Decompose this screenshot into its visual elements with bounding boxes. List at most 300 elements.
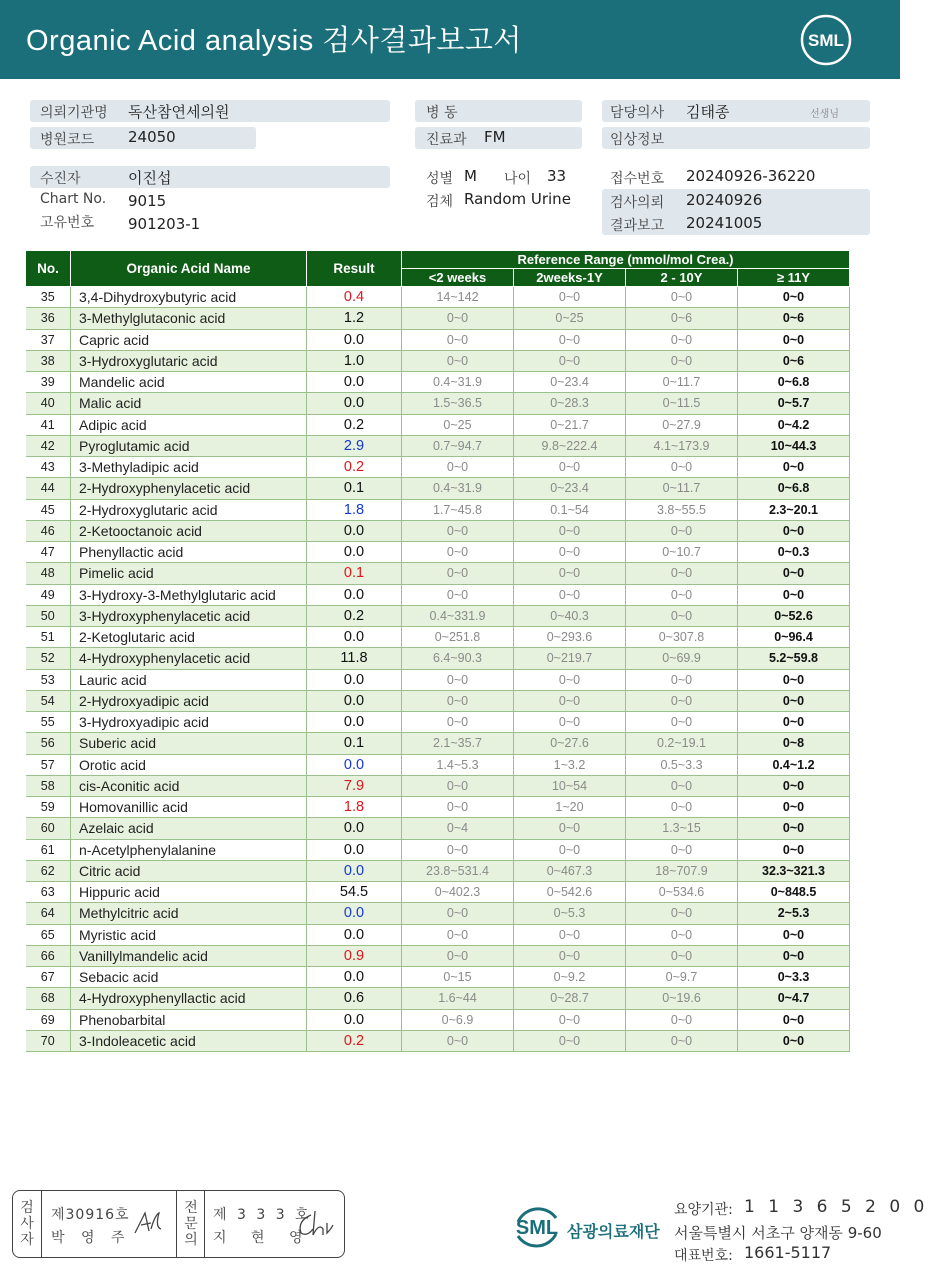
ref-lt2weeks: 23.8~531.4 <box>402 860 514 881</box>
ref-2weeks-1y: 0~23.4 <box>514 372 626 393</box>
acid-name: Pyroglutamic acid <box>71 435 307 456</box>
row-number: 69 <box>26 1009 71 1030</box>
table-row <box>26 882 850 903</box>
ref-lt2weeks: 0~4 <box>402 818 514 839</box>
ref-2-10y: 0~0 <box>626 690 738 711</box>
ref-lt2weeks: 6.4~90.3 <box>402 648 514 669</box>
ref-2weeks-1y: 1~3.2 <box>514 754 626 775</box>
report-title: Organic Acid analysis 검사결과보고서 <box>26 25 522 57</box>
patient-value: 이진섭 <box>128 169 172 187</box>
ref-lt2weeks: 0.4~331.9 <box>402 605 514 626</box>
ref-2-10y: 0~0 <box>626 457 738 478</box>
ref-ge11y: 0~0 <box>738 520 850 541</box>
ward-label: 병 동 <box>426 105 458 121</box>
acid-name: Orotic acid <box>71 754 307 775</box>
result-value: 0.6 <box>307 988 402 1009</box>
result-value: 0.0 <box>307 690 402 711</box>
ref-ge11y: 0~0 <box>738 945 850 966</box>
acid-name: Capric acid <box>71 329 307 350</box>
row-number: 54 <box>26 690 71 711</box>
ref-ge11y: 0~0.3 <box>738 542 850 563</box>
ref-2-10y: 0~0 <box>626 350 738 371</box>
ref-lt2weeks: 1.5~36.5 <box>402 393 514 414</box>
ref-lt2weeks: 1.4~5.3 <box>402 754 514 775</box>
ref-ge11y: 0~0 <box>738 584 850 605</box>
table-row <box>26 542 850 563</box>
ref-ge11y: 0~0 <box>738 329 850 350</box>
doctor-label: 담당의사 <box>610 105 665 121</box>
report-header <box>0 0 900 79</box>
ref-ge11y: 0~4.7 <box>738 988 850 1009</box>
ref-ge11y: 0~0 <box>738 669 850 690</box>
row-number: 57 <box>26 754 71 775</box>
svg-text:SML: SML <box>515 1217 559 1239</box>
ref-2weeks-1y: 0~27.6 <box>514 733 626 754</box>
receipt-label: 접수번호 <box>610 171 665 187</box>
sml-logo-text: SML <box>808 31 844 50</box>
ref-ge11y: 0~6.8 <box>738 372 850 393</box>
acid-name: Hippuric acid <box>71 882 307 903</box>
ref-2-10y: 0~0 <box>626 287 738 308</box>
ref-lt2weeks: 0~0 <box>402 542 514 563</box>
table-row <box>26 1030 850 1051</box>
result-value: 0.0 <box>307 712 402 733</box>
result-value: 0.2 <box>307 414 402 435</box>
ref-2-10y: 4.1~173.9 <box>626 435 738 456</box>
row-number: 41 <box>26 414 71 435</box>
ref-2weeks-1y: 0~467.3 <box>514 860 626 881</box>
ref-lt2weeks: 0~0 <box>402 350 514 371</box>
ref-ge11y: 5.2~59.8 <box>738 648 850 669</box>
row-number: 43 <box>26 457 71 478</box>
acid-name: cis-Aconitic acid <box>71 775 307 796</box>
dept-value: FM <box>484 128 506 146</box>
ref-2weeks-1y: 0~0 <box>514 945 626 966</box>
ref-lt2weeks: 0~0 <box>402 797 514 818</box>
table-row <box>26 520 850 541</box>
row-number: 40 <box>26 393 71 414</box>
header-2-10y: 2 - 10Y <box>626 269 738 287</box>
org-name: 삼광의료재단 <box>567 1222 660 1241</box>
org-phone-label: 대표번호: <box>674 1248 733 1264</box>
acid-name: 3-Indoleacetic acid <box>71 1030 307 1051</box>
sml-logo-icon <box>800 14 852 66</box>
row-number: 37 <box>26 329 71 350</box>
specialist-name: 지 현 영 <box>213 1230 313 1246</box>
result-value: 7.9 <box>307 775 402 796</box>
table-row <box>26 563 850 584</box>
table-row <box>26 967 850 988</box>
specialist-vertical-label: 전 문 의 <box>184 1200 198 1248</box>
ref-2weeks-1y: 0~0 <box>514 457 626 478</box>
table-row <box>26 733 850 754</box>
result-value: 0.2 <box>307 1030 402 1051</box>
acid-name: n-Acetylphenylalanine <box>71 839 307 860</box>
ref-lt2weeks: 1.6~44 <box>402 988 514 1009</box>
result-value: 11.8 <box>307 648 402 669</box>
ref-ge11y: 0~0 <box>738 839 850 860</box>
acid-name: Vanillylmandelic acid <box>71 945 307 966</box>
ref-2weeks-1y: 0~542.6 <box>514 882 626 903</box>
ref-lt2weeks: 0~0 <box>402 1030 514 1051</box>
result-value: 0.0 <box>307 393 402 414</box>
table-row <box>26 860 850 881</box>
ref-2-10y: 0~0 <box>626 669 738 690</box>
acid-name: 4-Hydroxyphenylacetic acid <box>71 648 307 669</box>
ref-ge11y: 0~8 <box>738 733 850 754</box>
ref-lt2weeks: 0~251.8 <box>402 627 514 648</box>
row-number: 66 <box>26 945 71 966</box>
header-ref-range: Reference Range (mmol/mol Crea.) <box>402 251 850 269</box>
ref-2weeks-1y: 0~23.4 <box>514 478 626 499</box>
ref-2weeks-1y: 0.1~54 <box>514 499 626 520</box>
ref-2-10y: 0~69.9 <box>626 648 738 669</box>
ref-2weeks-1y: 10~54 <box>514 775 626 796</box>
ref-2-10y: 1.3~15 <box>626 818 738 839</box>
ref-ge11y: 0~6.8 <box>738 478 850 499</box>
acid-name: 3-Methylglutaconic acid <box>71 308 307 329</box>
ref-lt2weeks: 0~0 <box>402 669 514 690</box>
ref-lt2weeks: 0.4~31.9 <box>402 372 514 393</box>
org-code-label: 요양기관: <box>674 1202 733 1218</box>
ref-ge11y: 0~0 <box>738 924 850 945</box>
ref-ge11y: 0~4.2 <box>738 414 850 435</box>
result-value: 0.2 <box>307 457 402 478</box>
ref-2weeks-1y: 0~28.7 <box>514 988 626 1009</box>
ref-lt2weeks: 2.1~35.7 <box>402 733 514 754</box>
result-value: 0.0 <box>307 967 402 988</box>
acid-name: 3-Hydroxyphenylacetic acid <box>71 605 307 626</box>
acid-name: Sebacic acid <box>71 967 307 988</box>
examiner-signature-icon <box>131 1205 167 1239</box>
org-address: 서울특별시 서초구 양재동 9-60 <box>674 1224 882 1242</box>
ref-2-10y: 0~11.7 <box>626 478 738 499</box>
report-value: 20241005 <box>686 214 763 232</box>
row-number: 67 <box>26 967 71 988</box>
table-row <box>26 648 850 669</box>
table-row <box>26 669 850 690</box>
table-row <box>26 287 850 308</box>
row-number: 63 <box>26 882 71 903</box>
table-row <box>26 605 850 626</box>
row-number: 68 <box>26 988 71 1009</box>
table-row <box>26 945 850 966</box>
ref-2weeks-1y: 0~0 <box>514 712 626 733</box>
ref-2-10y: 0~0 <box>626 520 738 541</box>
ref-lt2weeks: 0~0 <box>402 308 514 329</box>
table-row <box>26 393 850 414</box>
ref-2-10y: 3.8~55.5 <box>626 499 738 520</box>
ref-ge11y: 0.4~1.2 <box>738 754 850 775</box>
table-row <box>26 690 850 711</box>
ref-2weeks-1y: 0~0 <box>514 287 626 308</box>
result-value: 1.2 <box>307 308 402 329</box>
ref-2weeks-1y: 0~0 <box>514 924 626 945</box>
ref-2-10y: 0~11.7 <box>626 372 738 393</box>
row-number: 42 <box>26 435 71 456</box>
header-ge11y: ≥ 11Y <box>738 269 850 287</box>
result-value: 0.1 <box>307 733 402 754</box>
acid-name: 2-Hydroxyphenylacetic acid <box>71 478 307 499</box>
dept-label: 진료과 <box>426 132 467 148</box>
ref-lt2weeks: 1.7~45.8 <box>402 499 514 520</box>
ref-2-10y: 0~534.6 <box>626 882 738 903</box>
ref-lt2weeks: 0~15 <box>402 967 514 988</box>
chart-label: Chart No. <box>40 191 107 207</box>
ref-ge11y: 0~6 <box>738 308 850 329</box>
table-row <box>26 350 850 371</box>
row-number: 44 <box>26 478 71 499</box>
ref-2weeks-1y: 0~0 <box>514 563 626 584</box>
ref-2weeks-1y: 0~0 <box>514 1030 626 1051</box>
signature-box <box>12 1190 345 1258</box>
ref-lt2weeks: 0~0 <box>402 520 514 541</box>
ref-lt2weeks: 0~0 <box>402 945 514 966</box>
acid-name: 2-Hydroxyglutaric acid <box>71 499 307 520</box>
ref-2-10y: 0~0 <box>626 1009 738 1030</box>
ref-2weeks-1y: 0~21.7 <box>514 414 626 435</box>
specialist-signature-icon <box>293 1207 335 1241</box>
header-result: Result <box>307 251 402 287</box>
result-value: 0.0 <box>307 669 402 690</box>
ref-2weeks-1y: 0~25 <box>514 308 626 329</box>
results-body <box>26 287 850 1052</box>
table-row <box>26 924 850 945</box>
table-row <box>26 754 850 775</box>
acid-name: Phenobarbital <box>71 1009 307 1030</box>
table-row <box>26 308 850 329</box>
result-value: 0.0 <box>307 924 402 945</box>
ref-2-10y: 18~707.9 <box>626 860 738 881</box>
row-number: 53 <box>26 669 71 690</box>
ref-2-10y: 0~0 <box>626 563 738 584</box>
doctor-value: 김태종 <box>686 103 730 121</box>
acid-name: 3-Hydroxy-3-Methylglutaric acid <box>71 584 307 605</box>
ref-2-10y: 0.2~19.1 <box>626 733 738 754</box>
table-row <box>26 988 850 1009</box>
ref-2-10y: 0~0 <box>626 945 738 966</box>
org-code-value: 1 1 3 6 5 2 0 0 <box>744 1197 928 1217</box>
ref-2weeks-1y: 1~20 <box>514 797 626 818</box>
ref-2-10y: 0~11.5 <box>626 393 738 414</box>
ref-ge11y: 0~0 <box>738 797 850 818</box>
ref-lt2weeks: 0~0 <box>402 712 514 733</box>
sex-value: M <box>464 167 477 185</box>
table-row <box>26 457 850 478</box>
acid-name: 2-Hydroxyadipic acid <box>71 690 307 711</box>
examiner-license: 제30916호 <box>51 1207 130 1223</box>
request-value: 20240926 <box>686 191 763 209</box>
row-number: 55 <box>26 712 71 733</box>
ref-2-10y: 0~307.8 <box>626 627 738 648</box>
row-number: 47 <box>26 542 71 563</box>
header-lt2weeks: <2 weeks <box>402 269 514 287</box>
acid-name: Citric acid <box>71 860 307 881</box>
ref-2-10y: 0~0 <box>626 903 738 924</box>
ref-ge11y: 0~0 <box>738 1030 850 1051</box>
ref-2-10y: 0~0 <box>626 1030 738 1051</box>
result-value: 0.0 <box>307 818 402 839</box>
result-value: 0.1 <box>307 478 402 499</box>
doctor-suffix: 선생님 <box>810 109 839 120</box>
ref-lt2weeks: 14~142 <box>402 287 514 308</box>
table-row <box>26 839 850 860</box>
row-number: 38 <box>26 350 71 371</box>
acid-name: Mandelic acid <box>71 372 307 393</box>
ref-ge11y: 0~52.6 <box>738 605 850 626</box>
result-value: 0.0 <box>307 542 402 563</box>
result-value: 0.2 <box>307 605 402 626</box>
ref-lt2weeks: 0~0 <box>402 457 514 478</box>
table-row <box>26 435 850 456</box>
institution-label: 의뢰기관명 <box>40 105 108 121</box>
table-row <box>26 584 850 605</box>
header-name: Organic Acid Name <box>71 251 307 287</box>
ref-2-10y: 0~0 <box>626 712 738 733</box>
ref-ge11y: 0~0 <box>738 775 850 796</box>
ref-2weeks-1y: 0~0 <box>514 584 626 605</box>
acid-name: Homovanillic acid <box>71 797 307 818</box>
ref-2weeks-1y: 0~0 <box>514 818 626 839</box>
ref-2-10y: 0~0 <box>626 605 738 626</box>
result-value: 0.0 <box>307 903 402 924</box>
acid-name: Lauric acid <box>71 669 307 690</box>
row-number: 59 <box>26 797 71 818</box>
acid-name: 2-Ketoglutaric acid <box>71 627 307 648</box>
code-value: 24050 <box>128 128 176 146</box>
results-table <box>25 250 850 1052</box>
result-value: 2.9 <box>307 435 402 456</box>
ref-lt2weeks: 0.7~94.7 <box>402 435 514 456</box>
ref-2weeks-1y: 0~0 <box>514 542 626 563</box>
table-row <box>26 627 850 648</box>
acid-name: Myristic acid <box>71 924 307 945</box>
table-row <box>26 712 850 733</box>
table-row <box>26 329 850 350</box>
acid-name: Malic acid <box>71 393 307 414</box>
table-row <box>26 903 850 924</box>
acid-name: 3-Hydroxyglutaric acid <box>71 350 307 371</box>
ref-ge11y: 0~0 <box>738 1009 850 1030</box>
code-label: 병원코드 <box>40 132 95 148</box>
examiner-name: 박 영 주 <box>51 1230 131 1246</box>
table-row <box>26 818 850 839</box>
table-row <box>26 414 850 435</box>
sex-label: 성별 <box>426 171 454 187</box>
ref-2weeks-1y: 0~9.2 <box>514 967 626 988</box>
ref-2-10y: 0~0 <box>626 797 738 818</box>
ref-ge11y: 2~5.3 <box>738 903 850 924</box>
row-number: 61 <box>26 839 71 860</box>
org-phone-value: 1661-5117 <box>744 1243 832 1262</box>
ref-lt2weeks: 0~25 <box>402 414 514 435</box>
ref-2-10y: 0~19.6 <box>626 988 738 1009</box>
table-row <box>26 372 850 393</box>
ref-ge11y: 0~0 <box>738 287 850 308</box>
ref-lt2weeks: 0~0 <box>402 839 514 860</box>
acid-name: Phenyllactic acid <box>71 542 307 563</box>
row-number: 45 <box>26 499 71 520</box>
row-number: 65 <box>26 924 71 945</box>
result-value: 1.8 <box>307 499 402 520</box>
ref-2weeks-1y: 0~28.3 <box>514 393 626 414</box>
ref-ge11y: 0~3.3 <box>738 967 850 988</box>
result-value: 1.8 <box>307 797 402 818</box>
row-number: 50 <box>26 605 71 626</box>
ref-2weeks-1y: 0~0 <box>514 520 626 541</box>
ref-lt2weeks: 0~0 <box>402 329 514 350</box>
request-label: 검사의뢰 <box>610 195 665 211</box>
clinical-label: 임상정보 <box>610 132 665 148</box>
result-value: 0.0 <box>307 584 402 605</box>
result-value: 0.1 <box>307 563 402 584</box>
row-number: 36 <box>26 308 71 329</box>
ref-2-10y: 0.5~3.3 <box>626 754 738 775</box>
ref-ge11y: 0~848.5 <box>738 882 850 903</box>
ref-lt2weeks: 0~402.3 <box>402 882 514 903</box>
acid-name: Pimelic acid <box>71 563 307 584</box>
ref-lt2weeks: 0~0 <box>402 903 514 924</box>
ref-2weeks-1y: 0~40.3 <box>514 605 626 626</box>
ref-ge11y: 0~96.4 <box>738 627 850 648</box>
unique-value: 901203-1 <box>128 215 201 233</box>
ref-2-10y: 0~27.9 <box>626 414 738 435</box>
report-label: 결과보고 <box>610 218 665 234</box>
ref-2-10y: 0~0 <box>626 839 738 860</box>
row-number: 60 <box>26 818 71 839</box>
ref-lt2weeks: 0~0 <box>402 563 514 584</box>
institution-value: 독산참연세의원 <box>128 103 230 121</box>
acid-name: 4-Hydroxyphenyllactic acid <box>71 988 307 1009</box>
result-value: 0.0 <box>307 860 402 881</box>
ref-2-10y: 0~9.7 <box>626 967 738 988</box>
ref-ge11y: 0~6 <box>738 350 850 371</box>
ref-lt2weeks: 0~0 <box>402 924 514 945</box>
row-number: 35 <box>26 287 71 308</box>
ref-ge11y: 0~0 <box>738 457 850 478</box>
acid-name: 3-Methyladipic acid <box>71 457 307 478</box>
acid-name: 2-Ketooctanoic acid <box>71 520 307 541</box>
examiner-vertical-label: 검 사 자 <box>20 1200 34 1248</box>
ref-2-10y: 0~0 <box>626 329 738 350</box>
ref-ge11y: 10~44.3 <box>738 435 850 456</box>
patient-label: 수진자 <box>40 171 81 187</box>
result-value: 0.0 <box>307 754 402 775</box>
table-row <box>26 499 850 520</box>
ref-2-10y: 0~0 <box>626 924 738 945</box>
row-number: 39 <box>26 372 71 393</box>
row-number: 62 <box>26 860 71 881</box>
ref-2weeks-1y: 0~0 <box>514 690 626 711</box>
row-number: 49 <box>26 584 71 605</box>
specimen-value: Random Urine <box>464 190 571 208</box>
ref-ge11y: 0~0 <box>738 563 850 584</box>
acid-name: 3-Hydroxyadipic acid <box>71 712 307 733</box>
ref-lt2weeks: 0~0 <box>402 584 514 605</box>
ref-2weeks-1y: 9.8~222.4 <box>514 435 626 456</box>
acid-name: Adipic acid <box>71 414 307 435</box>
result-value: 0.0 <box>307 520 402 541</box>
ref-2-10y: 0~0 <box>626 775 738 796</box>
table-row <box>26 478 850 499</box>
result-value: 0.0 <box>307 627 402 648</box>
row-number: 48 <box>26 563 71 584</box>
result-value: 0.4 <box>307 287 402 308</box>
acid-name: Azelaic acid <box>71 818 307 839</box>
ref-lt2weeks: 0~0 <box>402 775 514 796</box>
ref-2-10y: 0~6 <box>626 308 738 329</box>
ref-2weeks-1y: 0~0 <box>514 350 626 371</box>
